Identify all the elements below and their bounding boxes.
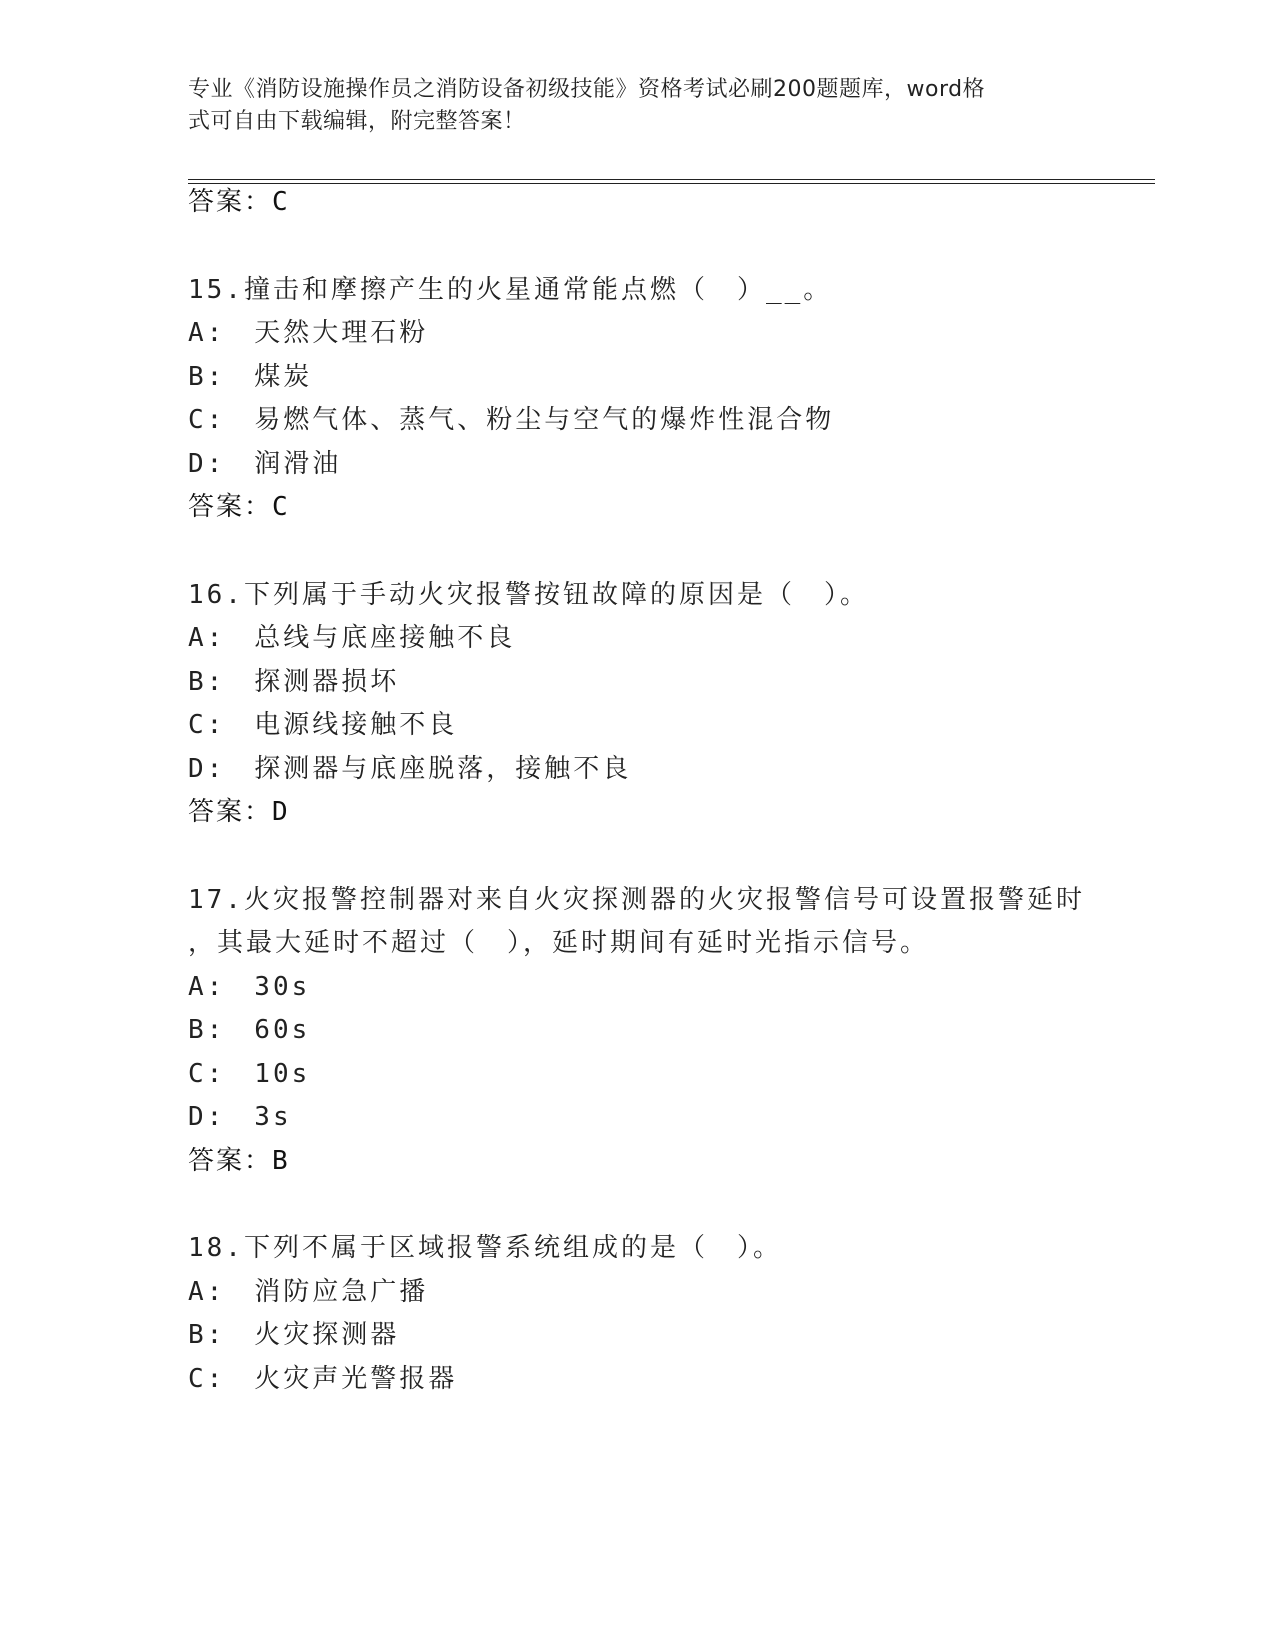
question-stem: 16.下列属于手动火灾报警按钮故障的原因是（ ）。	[188, 580, 869, 610]
answer-line	[188, 182, 288, 222]
option-b: B: 火灾探测器	[188, 1320, 400, 1350]
option-d: D: 润滑油	[188, 449, 342, 479]
question-stem: 18.下列不属于区域报警系统组成的是（ ）。	[188, 1233, 782, 1263]
option-a: A: 总线与底座接触不良	[188, 623, 516, 653]
answer-value: D	[272, 797, 288, 827]
option-d: D: 3s	[188, 1102, 292, 1132]
option-c: C: 易燃气体、蒸气、粉尘与空气的爆炸性混合物	[188, 405, 835, 435]
option-c: C: 电源线接触不良	[188, 710, 458, 740]
document-header	[188, 74, 1068, 138]
answer-label: 答案：	[188, 1146, 273, 1176]
answer-value: C	[272, 187, 288, 217]
answer-label: 答案：	[188, 492, 273, 522]
question-stem-line-1: 17.火灾报警控制器对来自火灾探测器的火灾报警信号可设置报警延时	[188, 885, 1085, 915]
option-a: A: 天然大理石粉	[188, 318, 429, 348]
option-b: B: 煤炭	[188, 362, 313, 392]
question-stem-line-2: ，其最大延时不超过（ ），延时期间有延时光指示信号。	[188, 928, 930, 958]
answer-line	[188, 1141, 288, 1181]
option-c: C: 10s	[188, 1059, 311, 1089]
option-b: B: 60s	[188, 1015, 311, 1045]
option-a: A: 消防应急广播	[188, 1277, 429, 1307]
header-divider-bottom	[188, 183, 1155, 184]
answer-label: 答案：	[188, 797, 273, 827]
header-divider-top	[188, 179, 1155, 180]
header-line-2: 式可自由下载编辑，附完整答案！	[188, 109, 526, 134]
option-a: A: 30s	[188, 972, 311, 1002]
option-b: B: 探测器损坏	[188, 667, 400, 697]
answer-line	[188, 792, 288, 832]
question-stem: 15.撞击和摩擦产生的火星通常能点燃（ ）__。	[188, 275, 833, 305]
option-c: C: 火灾声光警报器	[188, 1364, 458, 1394]
answer-label: 答案：	[188, 187, 273, 217]
answer-value: C	[272, 492, 288, 522]
option-d: D: 探测器与底座脱落，接触不良	[188, 754, 632, 784]
header-line-1: 专业《消防设施操作员之消防设备初级技能》资格考试必刷200题题库，word格	[188, 77, 986, 102]
answer-value: B	[272, 1146, 288, 1176]
answer-line	[188, 487, 288, 527]
